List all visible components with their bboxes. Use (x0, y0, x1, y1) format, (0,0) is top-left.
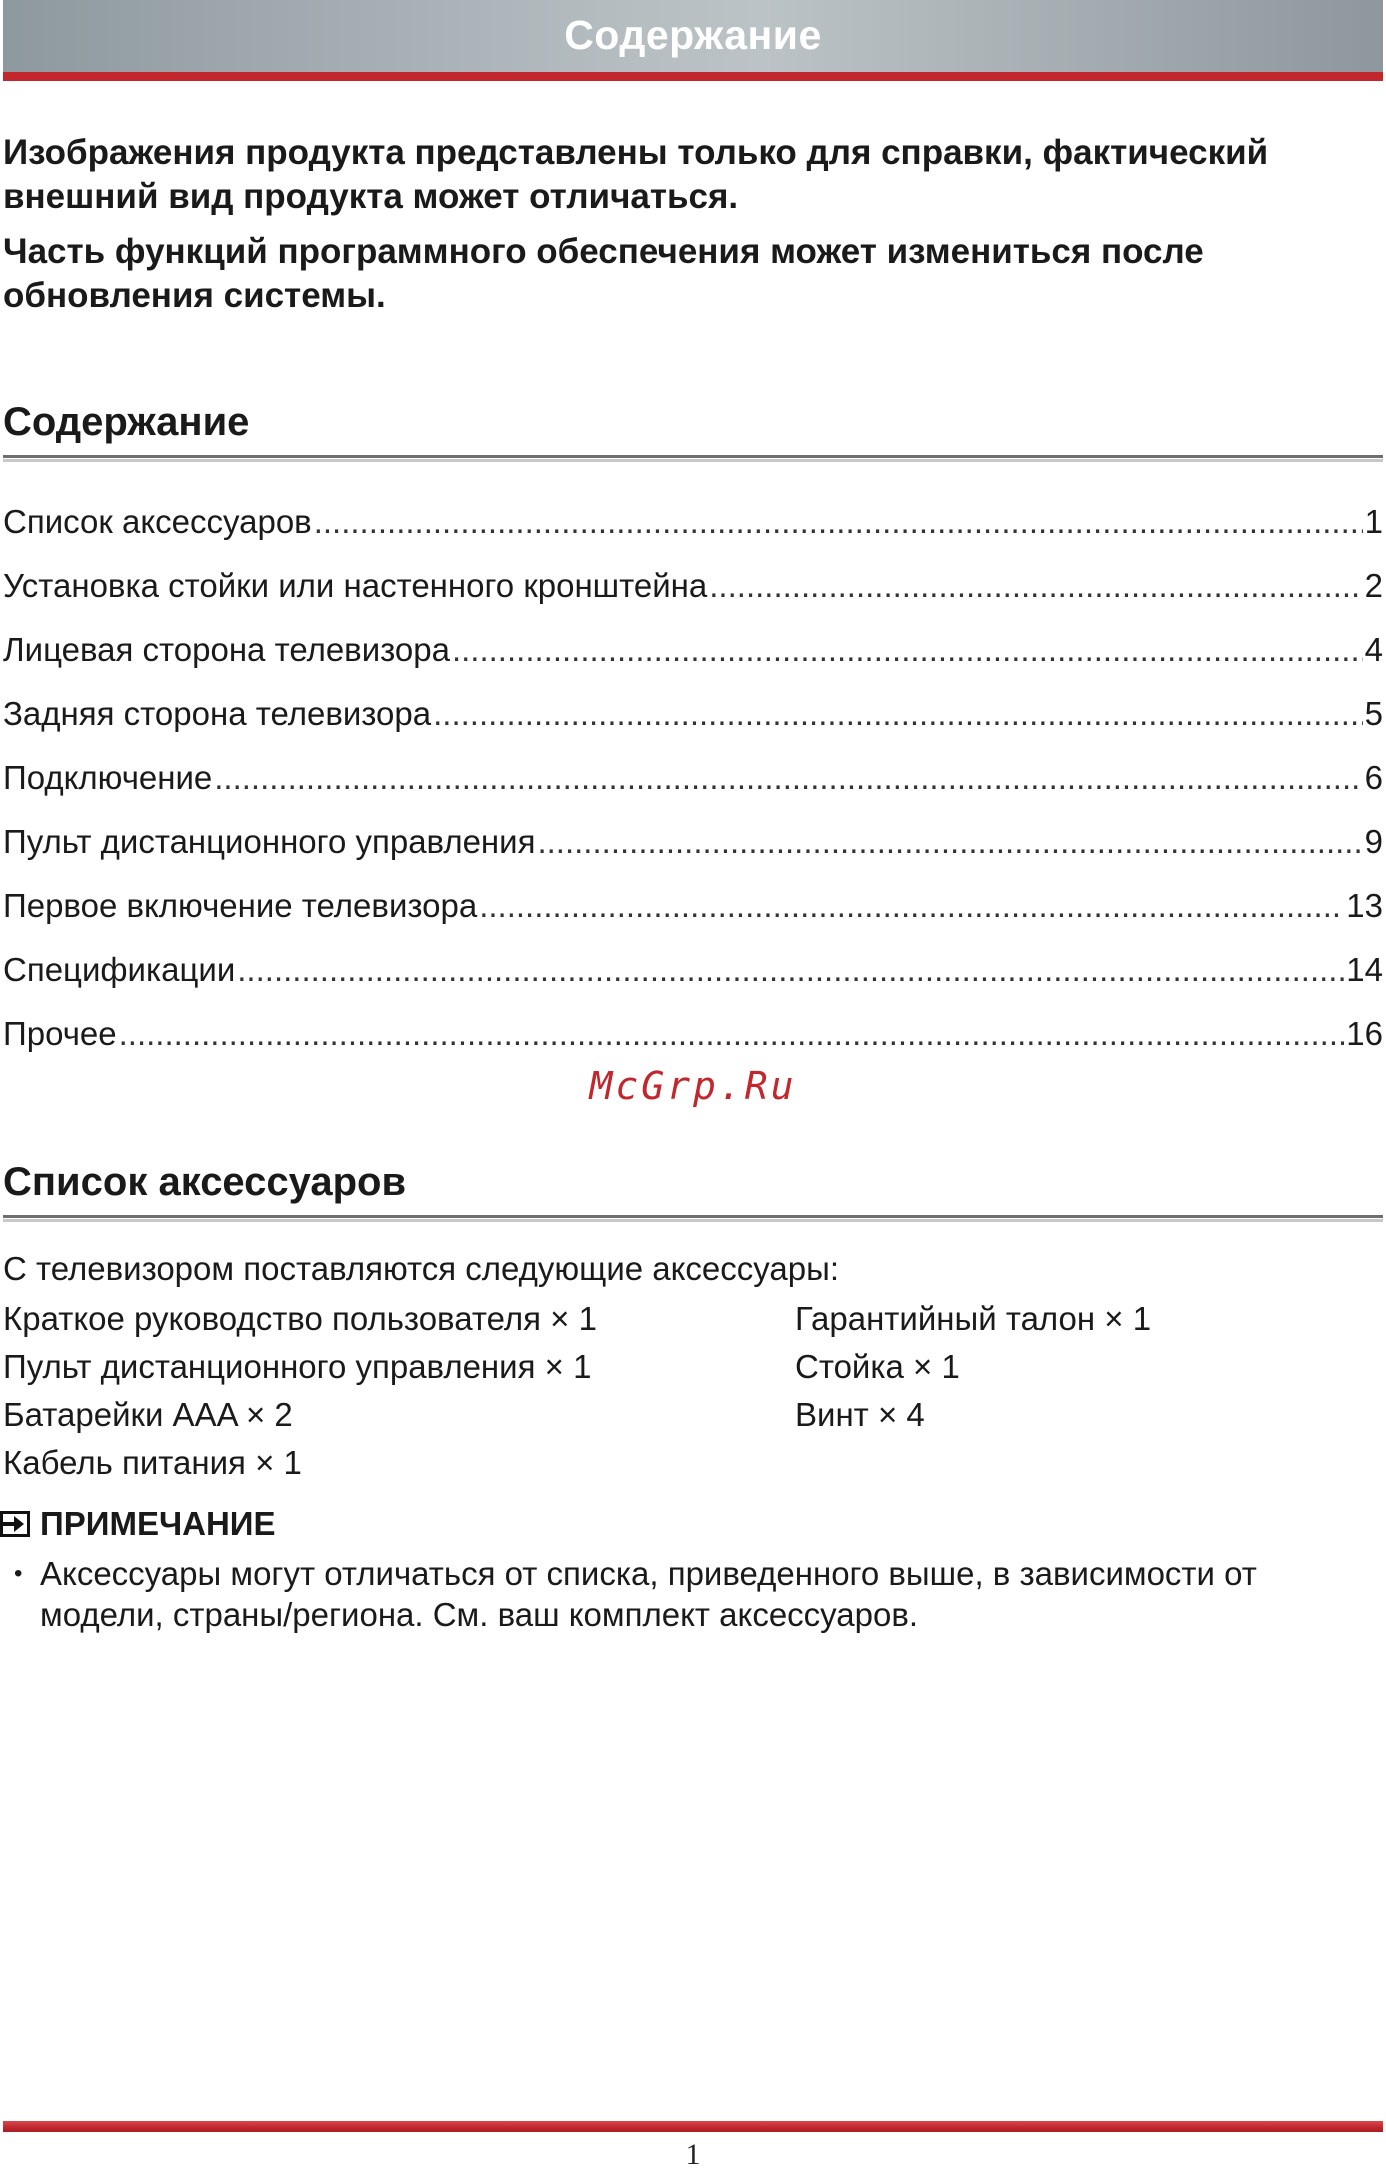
toc-entry-remote-control[interactable] (3, 819, 1383, 883)
toc-dot-leader (214, 755, 1362, 801)
note-title: ПРИМЕЧАНИЕ (40, 1505, 276, 1542)
toc-entry-page: 2 (1364, 567, 1383, 604)
toc-entry-page: 1 (1364, 503, 1383, 540)
header-title: Содержание (564, 12, 822, 58)
toc-entry-page: 4 (1364, 631, 1383, 668)
toc-entry-stand-install[interactable] (3, 563, 1383, 627)
toc-dot-leader (537, 819, 1362, 865)
toc-entry-label: Пульт дистанционного управления (3, 823, 536, 860)
toc-entry-first-power-on[interactable] (3, 883, 1383, 947)
toc-divider (3, 455, 1383, 458)
note-body (14, 1553, 1364, 1635)
note-arrow-icon (0, 1509, 30, 1539)
toc-entry-label: Первое включение телевизора (3, 887, 478, 924)
toc-entry-page: 6 (1364, 759, 1383, 796)
toc-dot-leader (119, 1011, 1345, 1057)
accessories-list-left (3, 1295, 597, 1487)
toc-entry-page: 16 (1346, 1015, 1383, 1052)
accessory-item: Батарейки AAA × 2 (3, 1396, 293, 1433)
accessory-item: Кабель питания × 1 (3, 1444, 302, 1481)
toc-dot-leader (314, 499, 1363, 545)
toc-entry-label: Спецификации (3, 951, 236, 988)
note-header (0, 1503, 276, 1545)
toc-entry-connection[interactable] (3, 755, 1383, 819)
toc-entry-accessories[interactable] (3, 499, 1383, 563)
toc-dot-leader (479, 883, 1344, 929)
toc-entry-label: Подключение (3, 759, 213, 796)
intro-line-2: Часть функций программного обеспечения может измениться после обновления системы. (3, 232, 1204, 315)
toc-entry-page: 14 (1346, 951, 1383, 988)
toc-entry-back-side[interactable] (3, 691, 1383, 755)
toc-entry-page: 13 (1346, 887, 1383, 924)
toc-entry-label: Список аксессуаров (3, 503, 312, 540)
note-bullet: • (14, 1560, 23, 1587)
footer-accent-line (3, 2121, 1383, 2132)
accessory-item: Стойка × 1 (795, 1348, 960, 1385)
header-banner (3, 0, 1383, 72)
accessories-list-right (795, 1295, 1151, 1439)
toc-entry-label: Задняя сторона телевизора (3, 695, 432, 732)
toc-dot-leader (709, 563, 1362, 609)
intro-line-1: Изображения продукта представлены только для справки, фактический внешний вид продукта может отличаться. (3, 133, 1269, 216)
accessories-title: Список аксессуаров (3, 1160, 407, 1204)
toc-entry-page: 9 (1364, 823, 1383, 860)
accessories-intro: С телевизором поставляются следующие аксессуары: (3, 1250, 840, 1287)
table-of-contents (3, 499, 1383, 1075)
toc-entry-label: Лицевая сторона телевизора (3, 631, 450, 668)
toc-entry-page: 5 (1364, 695, 1383, 732)
toc-entry-specifications[interactable] (3, 947, 1383, 1011)
page-number: 1 (685, 2138, 701, 2171)
toc-dot-leader (433, 691, 1363, 737)
note-text: Аксессуары могут отличаться от списка, приведенного выше, в зависимости от модели, страны/региона. См. ваш комплект аксессуаров. (40, 1555, 1257, 1633)
toc-dot-leader (452, 627, 1363, 673)
toc-dot-leader (237, 947, 1344, 993)
watermark: McGrp.Ru (589, 1064, 797, 1108)
accessory-item: Винт × 4 (795, 1396, 925, 1433)
toc-title: Содержание (3, 400, 250, 444)
toc-entry-label: Прочее (3, 1015, 117, 1052)
header-accent-line (3, 72, 1383, 81)
accessories-divider (3, 1215, 1383, 1218)
accessory-item: Краткое руководство пользователя × 1 (3, 1300, 597, 1337)
accessory-item: Гарантийный талон × 1 (795, 1300, 1152, 1337)
accessory-item: Пульт дистанционного управления × 1 (3, 1348, 592, 1385)
toc-entry-front-side[interactable] (3, 627, 1383, 691)
toc-entry-label: Установка стойки или настенного кронштейна (3, 567, 708, 604)
intro-disclaimer (3, 131, 1386, 318)
